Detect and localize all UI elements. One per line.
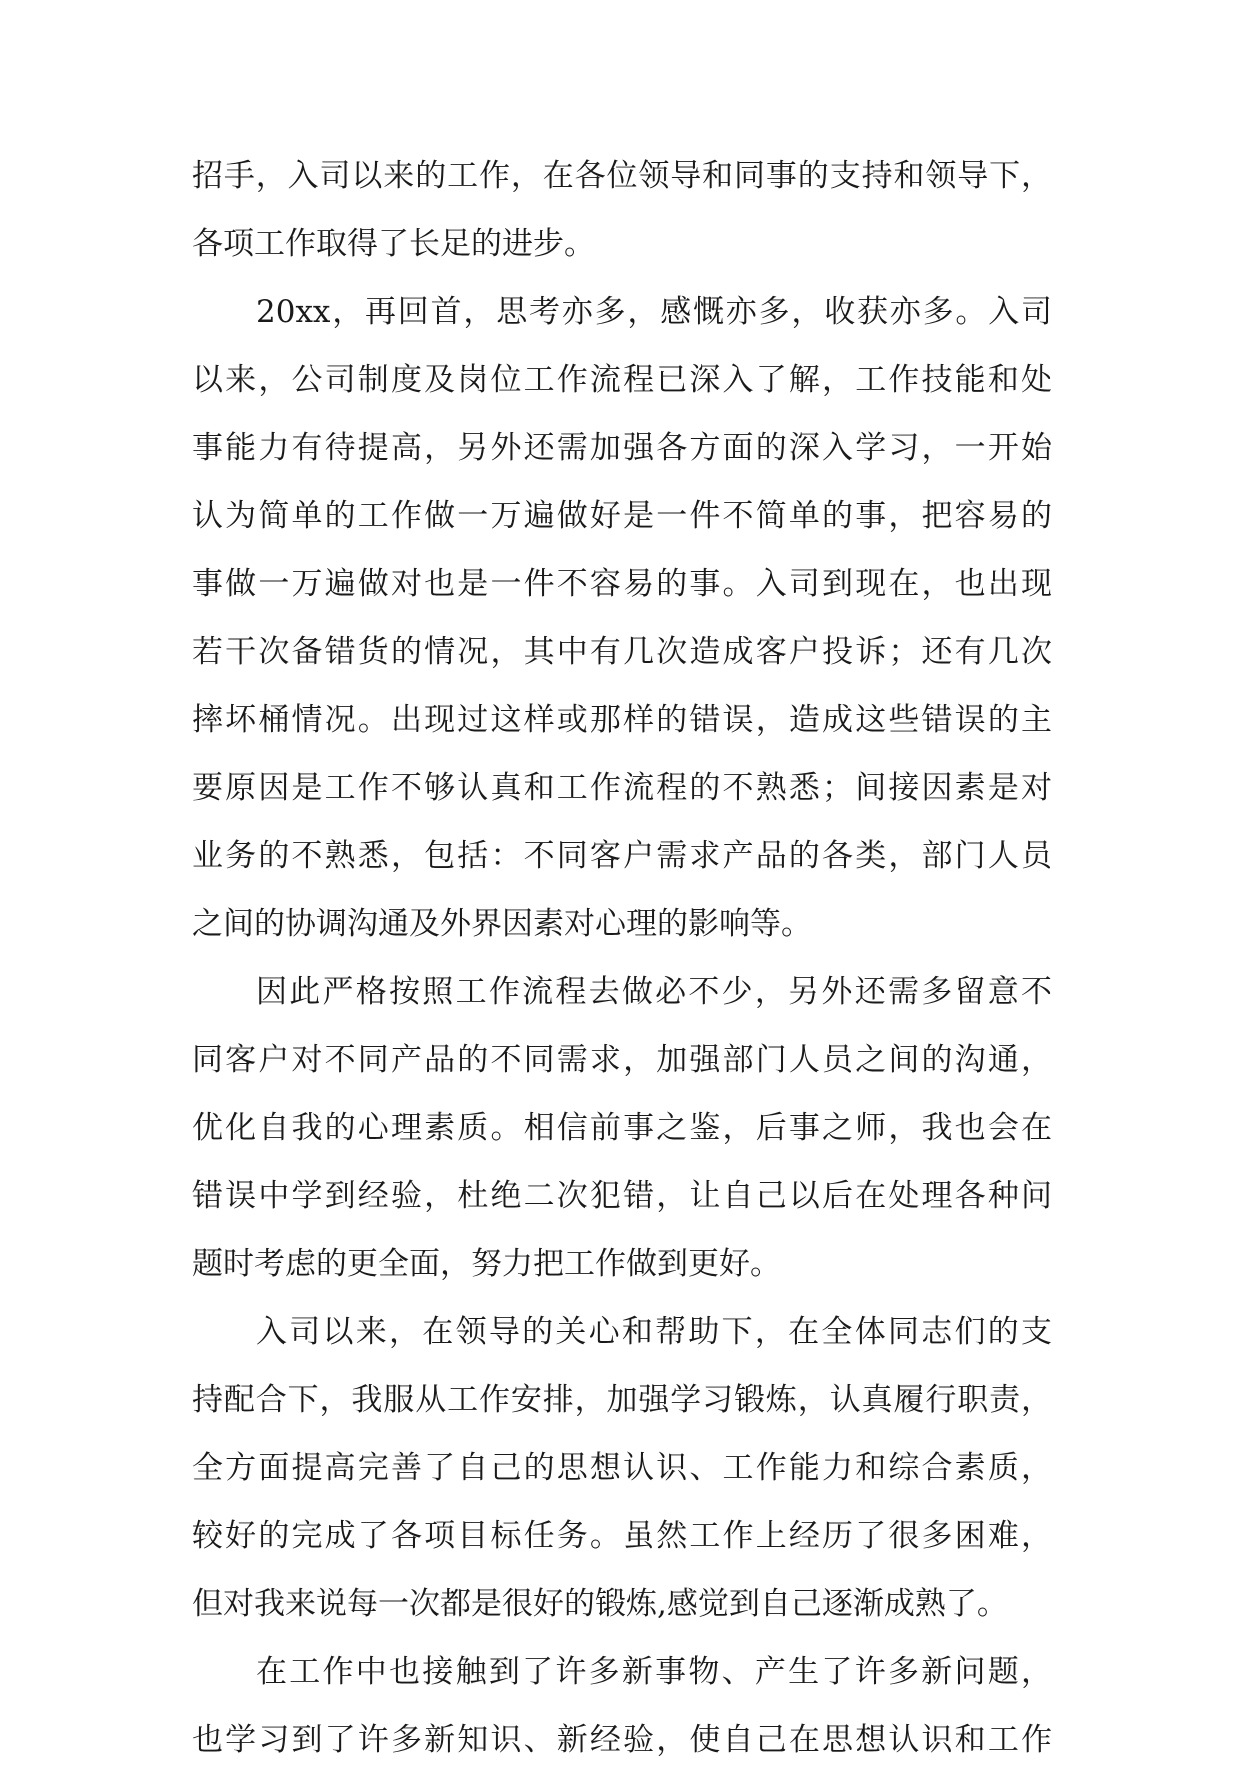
- text-line: 摔坏桶情况。出现过这样或那样的错误，造成这些错误的主: [192, 702, 1052, 738]
- text-line: 要原因是工作不够认真和工作流程的不熟悉；间接因素是对: [192, 770, 1052, 806]
- text-line: 入司以来，在领导的关心和帮助下，在全体同志们的支: [256, 1314, 1052, 1350]
- text-line: 各项工作取得了长足的进步。: [192, 226, 595, 262]
- text-line: 优化自我的心理素质。相信前事之鉴，后事之师，我也会在: [192, 1110, 1052, 1146]
- paragraph: [192, 958, 1052, 1298]
- text-line: 也学习到了许多新知识、新经验，使自己在思想认识和工作: [192, 1722, 1052, 1758]
- text-line: 若干次备错货的情况，其中有几次造成客户投诉；还有几次: [192, 634, 1052, 670]
- text-line: 但对我来说每一次都是很好的锻炼,感觉到自己逐渐成熟了。: [192, 1586, 1008, 1622]
- paragraph: [192, 1298, 1052, 1638]
- text-line: 事能力有待提高，另外还需加强各方面的深入学习，一开始: [192, 430, 1052, 466]
- text-line: 业务的不熟悉，包括：不同客户需求产品的各类，部门人员: [192, 838, 1052, 874]
- text-line: 错误中学到经验，杜绝二次犯错，让自己以后在处理各种问: [192, 1178, 1052, 1214]
- text-line: 在工作中也接触到了许多新事物、产生了许多新问题，: [256, 1654, 1052, 1690]
- text-line: 之间的协调沟通及外界因素对心理的影响等。: [192, 906, 812, 942]
- text-line: 招手，入司以来的工作，在各位领导和同事的支持和领导下，: [192, 158, 1052, 194]
- text-line: 较好的完成了各项目标任务。虽然工作上经历了很多困难，: [192, 1518, 1052, 1554]
- paragraph: [192, 142, 1052, 278]
- text-line: 20xx，再回首，思考亦多，感慨亦多，收获亦多。入司: [256, 294, 1052, 330]
- text-line: 持配合下，我服从工作安排，加强学习锻炼，认真履行职责，: [192, 1382, 1052, 1418]
- text-line: 事做一万遍做对也是一件不容易的事。入司到现在，也出现: [192, 566, 1052, 602]
- text-line: 题时考虑的更全面，努力把工作做到更好。: [192, 1246, 781, 1282]
- text-line: 认为简单的工作做一万遍做好是一件不简单的事，把容易的: [192, 498, 1052, 534]
- text-line: 全方面提高完善了自己的思想认识、工作能力和综合素质，: [192, 1450, 1052, 1486]
- document-body: [192, 142, 1052, 1774]
- text-line: 同客户对不同产品的不同需求，加强部门人员之间的沟通，: [192, 1042, 1052, 1078]
- paragraph: [192, 278, 1052, 958]
- text-line: 因此严格按照工作流程去做必不少，另外还需多留意不: [256, 974, 1052, 1010]
- text-line: 以来，公司制度及岗位工作流程已深入了解，工作技能和处: [192, 362, 1052, 398]
